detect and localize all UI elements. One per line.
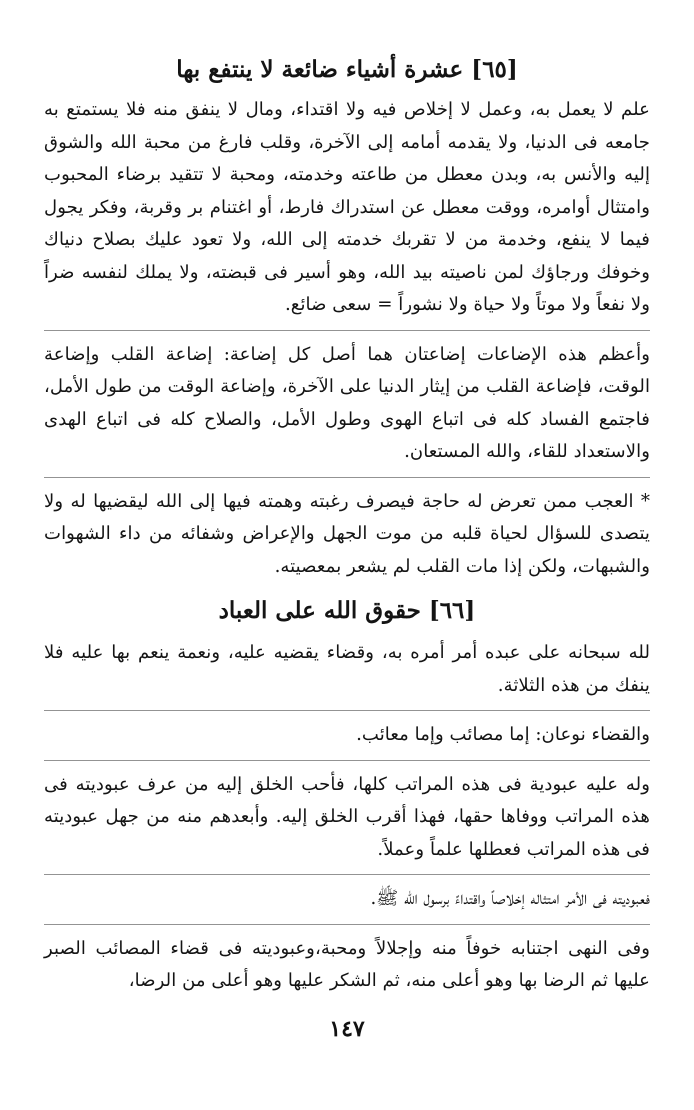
section-66-paragraph-2: والقضاء نوعان: إما مصائب وإما معائب. (356, 724, 650, 745)
paragraph-divider (44, 760, 650, 761)
section-66-paragraph-4: فعبوديته فى الأمر امتثاله إخلاصاً واقتداءً برسول الله ﷺ. (370, 888, 650, 909)
section-66-paragraph-3: وله عليه عبودية فى هذه المراتب كلها، فأحب الخلق إليه من عرف عبوديته فى هذه المراتب ووفاها حقها، فهذا أقرب الخلق إليه. وأبعدهم منه من جهل عبوديته فى هذه المراتب فعطلها علماً وعملاً. (44, 773, 650, 860)
paragraph-divider (44, 874, 650, 875)
section-65-title: [٦٥] عشرة أشياء ضائعة لا ينتفع بها (176, 56, 518, 83)
section-65-paragraph-3: * العجب ممن تعرض له حاجة فيصرف رغبته وهمته فيها إلى الله ليقضيها له ولا يتصدى للسؤال لحياة قلبه من موت الجهل والإعراض وشفائه من داء الشهوات والشبهات، ولكن إذا مات القلب لم يشعر بمعصيته. (44, 490, 650, 577)
section-66-paragraph-1: لله سبحانه على عبده أمر أمره به، وقضاء يقضيه عليه، ونعمة ينعم بها عليه فلا ينفك من هذه الثلاثة. (44, 642, 650, 696)
paragraph-divider (44, 477, 650, 478)
paragraph-divider (44, 924, 650, 925)
page-number: ١٤٧ (329, 1016, 365, 1042)
section-65-paragraph-2: وأعظم هذه الإضاعات إضاعتان هما أصل كل إضاعة: إضاعة القلب وإضاعة الوقت، فإضاعة القلب من إيثار الدنيا على الآخرة، وإضاعة الوقت من طول الأمل، فاجتمع الفساد كله فى اتباع الهوى وطول الأمل، والصلاح كله فى اتباع الهدى والاستعداد للقاء، والله المستعان. (44, 343, 650, 462)
section-66-paragraph-5: وفى النهى اجتنابه خوفاً منه وإجلالاً ومحبة،وعبوديته فى قضاء المصائب الصبر عليها ثم الرضا بها وهو أعلى منه، ثم الشكر عليها وهو أعلى من الرضا، (44, 937, 650, 991)
paragraph-divider (44, 710, 650, 711)
paragraph-divider (44, 330, 650, 331)
book-page (44, 50, 650, 1006)
section-66-title: [٦٦] حقوق الله على العباد (218, 597, 476, 624)
section-65-paragraph-1: علم لا يعمل به، وعمل لا إخلاص فيه ولا اقتداء، ومال لا ينفق منه فلا يستمتع به جامعه فى الدنيا، ولا يقدمه أمامه إلى الآخرة، وقلب فارغ من محبة الله والشوق إليه والأنس به، وبدن معطل من طاعته وخدمته، ومحبة لا تتقيد برضاء المحبوب وامتثال أوامره، ووقت معطل عن استدراك فارط، أو اغتنام بر وقربة، وفكر يجول فيما لا ينفع، وخدمة من لا تقربك خدمته إلى الله، ولا تعود عليك بصلاح دنياك وخوفك ورجاؤك لمن ناصيته بيد الله، وهو أسير فى قبضته، ولا يملك لنفسه ضراً ولا نفعاً ولا موتاً ولا حياة ولا نشوراً = سعى ضائع. (44, 99, 650, 315)
